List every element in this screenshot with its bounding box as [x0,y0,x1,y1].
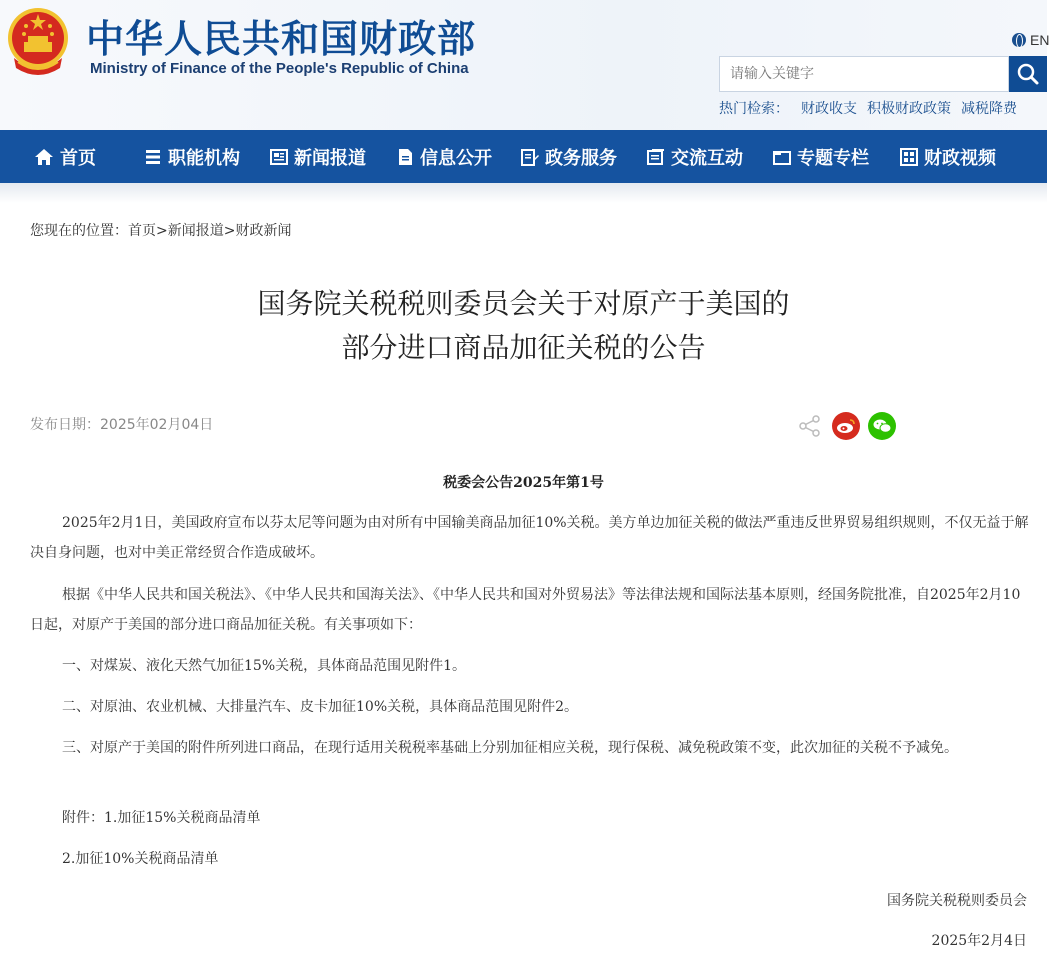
article-paragraph: 根据《中华人民共和国关税法》、《中华人民共和国海关法》、《中华人民共和国对外贸易法》等法律法规和国际法基本原则，经国务院批准，自2025年2月10日起，对原产于美国的部分进口商品加征关税。有关事项如下： [30,587,1021,633]
signer: 国务院关税税则委员会 [887,893,1027,909]
weibo-icon[interactable] [832,412,860,440]
nav-item-topics[interactable] [773,130,869,183]
main-nav [0,130,1047,183]
breadcrumb-item-home[interactable]: 首页 [128,223,156,239]
folder-icon [773,148,791,166]
breadcrumb-item-news[interactable]: 新闻报道 [167,223,224,239]
breadcrumb-item-finance-news[interactable]: 财政新闻 [235,223,292,239]
nav-item-news[interactable] [270,130,366,183]
chat-icon [647,148,665,166]
home-icon [34,147,54,167]
national-emblem-logo[interactable] [6,6,70,78]
breadcrumb [30,220,291,240]
publish-date: 发布日期：2025年02月04日 [30,417,214,433]
nav-item-label: 专题专栏 [797,147,869,169]
article-paragraph: 2025年2月1日，美国政府宣布以芬太尼等问题为由对所有中国输美商品加征10%关税。美方单边加征关税的做法严重违反世界贸易组织规则，不仅无益于解决自身问题，也对中美正常经贸合作造成破坏。 [30,515,1029,561]
video-icon [900,148,918,166]
breadcrumb-prefix: 您现在的位置： [30,223,128,239]
nav-item-label: 政务服务 [545,147,617,169]
sign-date: 2025年2月4日 [931,933,1027,949]
notice-number: 税委会公告2025年第1号 [443,475,604,491]
news-icon [270,148,288,166]
article-paragraph: 二、对原油、农业机械、大排量汽车、皮卡加征10%关税，具体商品范围见附件2。 [62,699,579,715]
hot-search-item[interactable]: 财政收支 [801,101,857,117]
page-title [0,282,1047,370]
nav-item-video[interactable] [900,130,996,183]
search-input[interactable] [719,56,1009,92]
site-name-en[interactable]: Ministry of Finance of the People's Republic of China [90,60,469,77]
article-paragraph: 三、对原产于美国的附件所列进口商品，在现行适用关税税率基础上分别加征相应关税，现行保税、减免税政策不变，此次加征的关税不予减免。 [62,740,958,756]
list-icon [144,148,162,166]
nav-item-label: 财政视频 [924,147,996,169]
site-header [0,0,1047,130]
attachment-item[interactable]: 2.加征10%关税商品清单 [62,851,219,867]
nav-item-label: 交流互动 [671,147,743,169]
nav-item-services[interactable] [521,130,617,183]
share-bar [796,412,896,440]
nav-item-label: 职能机构 [168,147,240,169]
globe-icon [1012,33,1026,47]
nav-item-home[interactable] [34,130,96,183]
language-switch[interactable] [1012,32,1049,48]
breadcrumb-separator: > [223,223,236,239]
hot-search-item[interactable]: 积极财政政策 [867,101,951,117]
nav-item-disclosure[interactable] [396,130,492,183]
edit-icon [521,148,539,166]
breadcrumb-separator: > [156,223,168,239]
nav-item-label: 新闻报道 [294,147,366,169]
nav-item-departments[interactable] [144,130,240,183]
article-paragraph: 一、对煤炭、液化天然气加征15%关税，具体商品范围见附件1。 [62,658,467,674]
hot-search [719,98,1017,118]
nav-shadow [0,183,1047,203]
nav-item-interaction[interactable] [647,130,743,183]
hot-search-item[interactable]: 减税降费 [961,101,1017,117]
wechat-icon[interactable] [868,412,896,440]
nav-item-label: 首页 [60,147,96,169]
site-name-cn[interactable]: 中华人民共和国财政部 [86,17,477,61]
search-button[interactable] [1009,56,1047,92]
nav-item-label: 信息公开 [420,147,492,169]
attachment-item[interactable]: 附件：1.加征15%关税商品清单 [62,810,261,826]
language-label: EN [1030,32,1049,48]
document-icon [396,148,414,166]
hot-search-label: 热门检索： [719,101,789,117]
search-icon [1017,63,1039,85]
page-title-line1: 国务院关税税则委员会关于对原产于美国的 [257,287,790,320]
page-title-line2: 部分进口商品加征关税的公告 [341,331,706,364]
share-icon[interactable] [796,412,824,440]
